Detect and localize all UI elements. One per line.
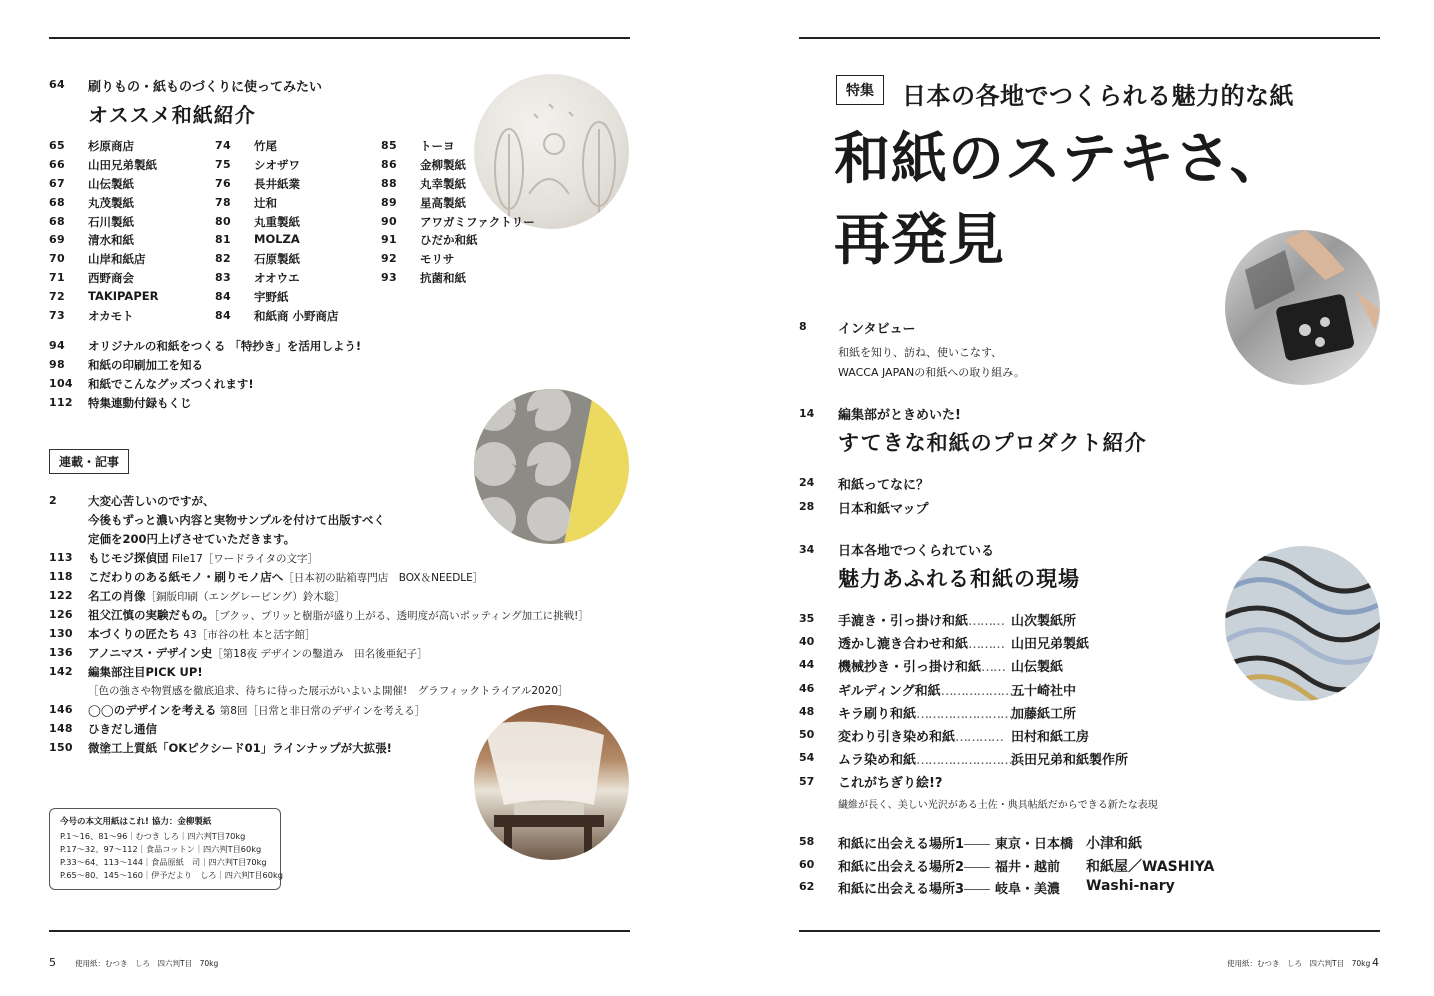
- item-name: オオウエ: [254, 271, 300, 286]
- item-page-number: 89: [381, 195, 397, 209]
- item-maker: 山伝製紙: [1011, 660, 1064, 676]
- list-item: [381, 157, 561, 176]
- item-title: [838, 833, 990, 852]
- item-sub: ［銅版印刷（エングレービング）鈴木聡］: [145, 591, 345, 603]
- item-name: 金柳製紙: [420, 157, 466, 172]
- item-title: [88, 702, 425, 718]
- item-page-number: 74: [215, 139, 231, 152]
- top-rule-right: [799, 37, 1380, 39]
- bottom-rule-right: [799, 930, 1380, 932]
- interview-desc-1: 和紙を知り、訪ね、使いこなす、: [838, 346, 1003, 359]
- item-main: アノニマス・デザイン史: [88, 646, 213, 660]
- item-page-number: 80: [215, 214, 231, 228]
- list-item: [215, 251, 375, 270]
- list-item: [215, 138, 375, 157]
- footer-paper-left: 使用紙：むつき しろ 四六判T目 70kg: [75, 959, 219, 968]
- list-item: [799, 498, 1199, 522]
- item-title: [88, 550, 318, 566]
- list-item: [215, 176, 375, 195]
- makers-column-1: [49, 138, 209, 327]
- item-title: [838, 610, 1004, 629]
- item-name: 辻和: [254, 195, 277, 210]
- item-area: 岐阜・美濃: [995, 882, 1061, 897]
- list-item: [49, 395, 449, 414]
- list-item: [215, 270, 375, 289]
- item-main: 定価を200円上げさせていただきます。: [88, 532, 296, 546]
- field-title: 魅力あふれる和紙の現場: [838, 567, 1080, 591]
- item-page-number: 66: [49, 157, 65, 171]
- item-page-number: 91: [381, 233, 397, 247]
- item-page-number: 126: [49, 608, 73, 621]
- section-page-number: 64: [49, 78, 65, 91]
- item-name: 星高製紙: [420, 195, 466, 210]
- item-name: ひだか和紙: [420, 233, 478, 248]
- item-sub: 第8回［日常と非日常のデザインを考える］: [216, 705, 426, 717]
- item-name: 山岸和紙店: [88, 252, 146, 267]
- item-title: [838, 726, 1003, 745]
- list-item: [49, 588, 609, 607]
- field-subtitle: 日本各地でつくられている: [838, 544, 995, 559]
- item-page-number: 78: [215, 195, 231, 209]
- top-rule-left: [49, 37, 630, 39]
- item-page-number: 86: [381, 157, 397, 171]
- leader-dash: ――: [964, 859, 991, 875]
- interview-title: インタビュー: [838, 322, 916, 337]
- item-area: 福井・越前: [995, 859, 1061, 875]
- item-name: 和紙の印刷加工を知る: [88, 358, 203, 372]
- list-item: [799, 680, 1219, 703]
- item-name: 竹尾: [254, 139, 277, 153]
- item-name: ムラ染め和紙: [838, 753, 917, 769]
- list-item: [215, 289, 375, 308]
- item-name: 宇野紙: [254, 290, 289, 305]
- leader-dots: …………………: [940, 683, 1025, 699]
- leader-dots: ……: [981, 660, 1006, 676]
- basics-list: [799, 474, 1199, 522]
- item-sub: 43［市谷の杜 本と活字館］: [180, 629, 316, 641]
- item-name: 機械抄き・引っ掛け和紙: [838, 660, 982, 676]
- item-name: 西野商会: [88, 271, 134, 286]
- list-item: [49, 664, 609, 683]
- item-name: ギルディング和紙: [838, 683, 941, 699]
- feature-tag: [836, 75, 884, 105]
- list-item: [49, 289, 209, 308]
- item-page-number: 148: [49, 722, 73, 735]
- item-main: 編集部注目PICK UP!: [88, 665, 203, 679]
- item-shop: Washi-nary: [1086, 878, 1175, 894]
- gallery-interior-photo: [474, 705, 629, 860]
- paper-info-line: P.65〜80、145〜160｜伊予だより しろ｜四六判T目60kg: [60, 870, 283, 880]
- list-item: [799, 703, 1219, 726]
- item-name: 抗菌和紙: [420, 271, 466, 286]
- list-item: [49, 683, 609, 702]
- item-title: [88, 493, 215, 509]
- item-main: ひきだし通信: [88, 722, 157, 736]
- leader-dash: ――: [964, 837, 991, 852]
- item-page-number: 122: [49, 589, 73, 602]
- leader-dots: ………: [968, 637, 1005, 653]
- item-page-number: 130: [49, 627, 73, 640]
- item-page-number: 24: [799, 476, 815, 489]
- leader-dash: ――: [964, 882, 991, 897]
- item-page-number: 75: [215, 157, 231, 171]
- list-item: [381, 232, 561, 251]
- item-title: [88, 588, 345, 604]
- item-name: 丸重製紙: [254, 214, 300, 229]
- item-name: 杉原商店: [88, 139, 134, 153]
- list-item: [381, 138, 561, 157]
- chigiri-page-number: 57: [799, 775, 815, 788]
- list-item: [49, 531, 609, 550]
- leader-dots: ……………………: [916, 706, 1013, 722]
- item-maker: 山田兄弟製紙: [1011, 637, 1090, 653]
- leader-dots: ………: [968, 614, 1005, 629]
- item-title: [838, 703, 1012, 722]
- item-page-number: 84: [215, 309, 231, 323]
- item-page-number: 67: [49, 176, 65, 190]
- item-title: [88, 512, 385, 528]
- item-page-number: 146: [49, 703, 73, 716]
- item-page-number: 94: [49, 339, 65, 352]
- list-item: [381, 176, 561, 195]
- item-title: [88, 664, 203, 680]
- item-shop: 和紙屋／WASHIYA: [1086, 858, 1215, 875]
- list-item: [49, 550, 609, 569]
- item-page-number: 88: [381, 176, 397, 190]
- item-page-number: 35: [799, 612, 815, 625]
- item-title: [838, 856, 990, 875]
- list-item: [49, 626, 609, 645]
- list-item: [49, 357, 449, 376]
- item-main: 大変心苦しいのですが、: [88, 494, 215, 508]
- item-name: MOLZA: [254, 232, 300, 247]
- item-title: [88, 645, 428, 661]
- item-name: 和紙に出会える場所1: [838, 837, 965, 852]
- item-page-number: 150: [49, 741, 73, 754]
- list-item: [799, 610, 1219, 633]
- list-item: [215, 308, 375, 327]
- item-page-number: 104: [49, 377, 73, 390]
- field-page-number: 34: [799, 543, 815, 556]
- list-item: [381, 270, 561, 289]
- marbled-paper-photo: [1225, 546, 1380, 701]
- paper-info-line: P.1〜16、81〜96｜むつき しろ｜四六判T目70kg: [60, 831, 246, 841]
- feature-title-line2: 再発見: [834, 208, 1005, 273]
- places-list: [799, 833, 1259, 901]
- list-item: [215, 214, 375, 233]
- item-name: 和紙に出会える場所2: [838, 859, 965, 875]
- printing-hands-photo: [1225, 230, 1380, 385]
- item-page-number: 85: [381, 139, 397, 152]
- item-name: オリジナルの和紙をつくる 「特抄き」を活用しよう!: [88, 339, 362, 353]
- list-item: [381, 251, 561, 270]
- item-main: 名工の肖像: [88, 589, 146, 603]
- item-main: 微塗工上質紙「OKピクシード01」ラインナップが大拡張!: [88, 741, 392, 755]
- list-item: [799, 749, 1219, 772]
- list-item: [799, 726, 1219, 749]
- item-page-number: 76: [215, 176, 231, 190]
- item-page-number: 136: [49, 646, 73, 659]
- item-name: 透かし漉き合わせ和紙: [838, 637, 969, 653]
- item-name: 変わり引き染め和紙: [838, 729, 956, 745]
- item-page-number: 48: [799, 704, 815, 718]
- item-name: 手漉き・引っ掛け和紙: [838, 614, 969, 629]
- feature-kicker: 日本の各地でつくられる魅力的な紙: [902, 82, 1294, 110]
- chigiri-desc: 繊維が長く、美しい光沢がある土佐・典具帖紙だからできる新たな表現: [838, 800, 1158, 811]
- item-name: オカモト: [88, 309, 134, 324]
- sites-list: [799, 610, 1219, 772]
- serial-label-text: 連載・記事: [59, 455, 120, 469]
- item-name: アワガミファクトリー: [420, 214, 535, 229]
- item-title: [838, 680, 1025, 699]
- item-name: モリサ: [420, 252, 455, 267]
- item-name: 日本和紙マップ: [838, 502, 929, 517]
- section-title: オススメ和紙紹介: [88, 103, 256, 127]
- item-page-number: 81: [215, 233, 231, 247]
- list-item: [49, 214, 209, 233]
- item-page-number: 46: [799, 681, 815, 695]
- item-page-number: 92: [381, 252, 397, 266]
- list-item: [799, 474, 1199, 498]
- feature-tag-text: 特集: [846, 83, 874, 99]
- item-maker: 五十崎社中: [1011, 683, 1077, 699]
- section-subtitle: 刷りもの・紙ものづくりに使ってみたい: [88, 80, 323, 95]
- item-page-number: 60: [799, 857, 815, 871]
- item-name: 丸茂製紙: [88, 195, 134, 210]
- feature-title-line1: 和紙のステキさ、: [834, 127, 1287, 192]
- editors-page-number: 14: [799, 407, 815, 420]
- item-main: 今後もずっと濃い内容と実物サンプルを付けて出版すべく: [88, 513, 386, 527]
- item-page-number: 69: [49, 233, 65, 247]
- item-page-number: 68: [49, 214, 65, 228]
- item-maker: 浜田兄弟和紙製作所: [1011, 753, 1129, 769]
- paper-info-line: P.17〜32、97〜112｜食品コットン｜四六判T目60kg: [60, 844, 262, 854]
- item-name: 石原製紙: [254, 252, 300, 267]
- item-title: [838, 633, 1004, 652]
- item-page-number: 112: [49, 396, 73, 409]
- item-page-number: 93: [381, 271, 397, 285]
- editors-title: すてきな和紙のプロダクト紹介: [838, 431, 1147, 455]
- paper-info-title: 今号の本文用紙はこれ! 協力：金柳製紙: [60, 817, 212, 827]
- item-main: こだわりのある紙モノ・刷りモノ店へ: [88, 570, 284, 584]
- item-page-number: 54: [799, 751, 815, 765]
- item-name: 特集連動付録もくじ: [88, 396, 192, 410]
- interview-page-number: 8: [799, 320, 807, 333]
- item-name: 和紙商 小野商店: [254, 309, 339, 324]
- marble-pattern-icon: [1225, 546, 1380, 701]
- leader-dots: ……………………: [916, 753, 1013, 769]
- list-item: [799, 878, 1259, 901]
- item-name: トーヨ: [420, 139, 455, 153]
- list-item: [381, 214, 561, 233]
- item-page-number: 82: [215, 252, 231, 266]
- extras-list: [49, 338, 449, 414]
- item-name: 山伝製紙: [88, 176, 134, 191]
- item-name: 丸幸製紙: [420, 176, 466, 191]
- item-page-number: 73: [49, 309, 65, 323]
- list-item: [799, 656, 1219, 679]
- interview-desc-2: WACCA JAPANの和紙への取り組み。: [838, 366, 1025, 379]
- serial-label: [49, 449, 129, 474]
- list-item: [49, 569, 609, 588]
- list-item: [215, 195, 375, 214]
- list-item: [49, 157, 209, 176]
- bottom-rule-left: [49, 930, 630, 932]
- list-item: [49, 376, 449, 395]
- list-item: [49, 251, 209, 270]
- item-title: [838, 878, 990, 897]
- item-maker: 山次製紙所: [1011, 614, 1077, 629]
- editors-subtitle: 編集部がときめいた!: [838, 408, 961, 423]
- item-page-number: 113: [49, 551, 73, 564]
- list-item: [49, 493, 609, 512]
- list-item: [49, 232, 209, 251]
- item-name: 和紙に出会える場所3: [838, 882, 965, 897]
- item-maker: 田村和紙工房: [1011, 729, 1090, 745]
- list-item: [49, 138, 209, 157]
- paper-info-line: P.33〜64、113〜144｜食品原紙 司｜四六判T目70kg: [60, 857, 267, 867]
- list-item: [49, 338, 449, 357]
- item-page-number: 44: [799, 658, 815, 672]
- item-area: 東京・日本橋: [995, 837, 1074, 852]
- item-main: 祖父江慎の実験だもの。: [88, 608, 215, 622]
- makers-column-3: [381, 138, 561, 289]
- item-name: キラ刷り和紙: [838, 706, 917, 722]
- footer-page-number-left: 5: [49, 956, 56, 969]
- item-name: 石川製紙: [88, 214, 134, 229]
- item-page-number: 83: [215, 271, 231, 285]
- item-title: [88, 569, 483, 585]
- item-title: [88, 607, 589, 623]
- item-maker: 加藤紙工所: [1011, 706, 1077, 722]
- item-name: 和紙ってなに？: [838, 478, 930, 493]
- list-item: [799, 833, 1259, 856]
- list-item: [215, 232, 375, 251]
- item-name: TAKIPAPER: [88, 289, 159, 304]
- footer-page-number-right: 4: [1372, 956, 1379, 969]
- item-name: 和紙でこんなグッズつくれます!: [88, 377, 254, 391]
- item-sub: ［第18夜 デザインの鑿道み 田名後亜紀子］: [212, 648, 428, 660]
- list-item: [49, 512, 609, 531]
- leader-dots: …………: [955, 729, 1004, 745]
- hanging-paper-icon: [474, 705, 629, 860]
- list-item: [381, 195, 561, 214]
- list-item: [49, 645, 609, 664]
- item-name: 清水和紙: [88, 233, 134, 248]
- item-sub: ［色の強さや物質感を徹底追求、待ちに待った展示がいよいよ開催! グラフィックトライアル2020］: [88, 685, 569, 697]
- chigiri-title: これがちぎり絵!?: [838, 776, 943, 791]
- item-sub: ［日本初の貼箱専門店 BOX＆NEEDLE］: [283, 572, 484, 584]
- list-item: [49, 195, 209, 214]
- item-shop: 小津和紙: [1086, 836, 1142, 852]
- item-name: 長井紙業: [254, 176, 300, 191]
- item-page-number: 50: [799, 727, 815, 741]
- list-item: [49, 308, 209, 327]
- item-main: 本づくりの匠たち: [88, 627, 180, 641]
- item-page-number: 90: [381, 214, 397, 228]
- item-page-number: 142: [49, 665, 73, 678]
- footer-paper-right: 使用紙：むつき しろ 四六判T目 70kg: [1227, 959, 1371, 968]
- item-title: [88, 740, 392, 756]
- item-name: 山田兄弟製紙: [88, 157, 157, 172]
- item-sub: File17［ワードライタの文字］: [168, 553, 318, 565]
- item-page-number: 40: [799, 635, 815, 649]
- paper-info-box: [49, 808, 281, 890]
- item-main: もじモジ探偵団: [88, 551, 169, 565]
- item-page-number: 58: [799, 835, 815, 848]
- item-page-number: 98: [49, 358, 65, 371]
- item-main: ◯◯のデザインを考える: [88, 703, 217, 717]
- item-title: [88, 683, 569, 698]
- item-title: [88, 626, 316, 642]
- item-page-number: 68: [49, 195, 65, 209]
- item-title: [838, 749, 1012, 768]
- item-title: [88, 721, 157, 737]
- item-page-number: 72: [49, 290, 65, 304]
- item-title: [88, 531, 295, 547]
- item-page-number: 84: [215, 290, 231, 304]
- item-page-number: 65: [49, 139, 65, 152]
- list-item: [215, 157, 375, 176]
- item-name: シオザワ: [254, 157, 300, 172]
- item-page-number: 28: [799, 500, 815, 513]
- item-sub: ［ブクッ、プリッと樹脂が盛り上がる、透明度が高いポッティング加工に挑戦!］: [214, 610, 589, 622]
- item-page-number: 71: [49, 271, 65, 285]
- makers-column-2: [215, 138, 375, 327]
- list-item: [49, 607, 609, 626]
- list-item: [49, 270, 209, 289]
- item-page-number: 62: [799, 880, 815, 893]
- item-page-number: 70: [49, 252, 65, 266]
- printing-block-icon: [1225, 230, 1380, 385]
- item-title: [838, 656, 1005, 675]
- item-page-number: 118: [49, 570, 73, 583]
- item-page-number: 2: [49, 494, 57, 507]
- list-item: [799, 633, 1219, 656]
- list-item: [799, 856, 1259, 879]
- list-item: [49, 176, 209, 195]
